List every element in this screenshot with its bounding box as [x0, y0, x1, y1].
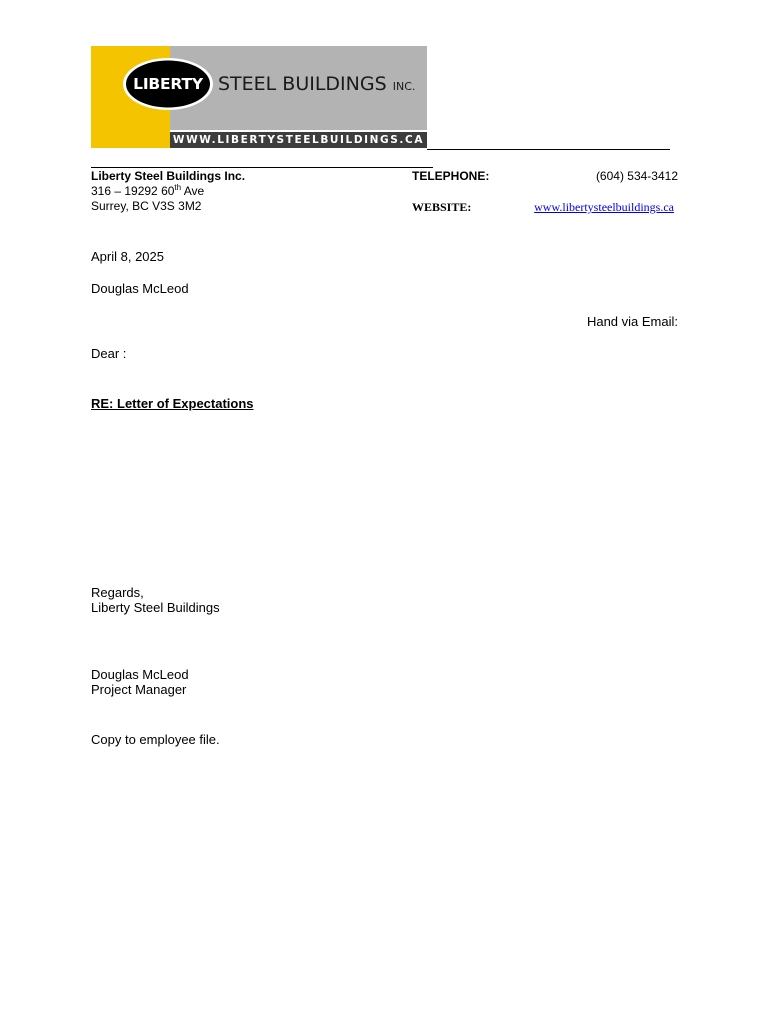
logo-url-bar [170, 130, 427, 148]
salutation: Dear : [91, 346, 127, 361]
delivery-method: Hand via Email: [586, 314, 678, 329]
logo-brand [218, 73, 415, 95]
letter-date: April 8, 2025 [91, 249, 164, 264]
logo-brand-suffix: INC. [392, 80, 416, 93]
recipient-name: Douglas McLeod [91, 281, 189, 296]
closing-company: Liberty Steel Buildings [91, 600, 220, 615]
logo-oval-text: LIBERTY [133, 75, 203, 93]
closing: Regards, [91, 585, 144, 600]
header-rule-left [91, 167, 433, 168]
copy-note: Copy to employee file. [91, 732, 220, 747]
logo-brand-text: STEEL BUILDINGS [218, 73, 387, 95]
website-label: WEBSITE: [412, 200, 472, 214]
telephone-value: (604) 534-3412 [595, 169, 678, 183]
logo-url-text: WWW.LIBERTYSTEELBUILDINGS.CA [172, 134, 425, 146]
telephone-label: TELEPHONE: [412, 169, 490, 183]
subject-line: RE: Letter of Expectations [91, 396, 254, 411]
header-rule-right [427, 149, 670, 150]
company-logo [91, 46, 427, 148]
website-link[interactable]: www.libertysteelbuildings.ca [534, 200, 674, 214]
company-city: Surrey, BC V3S 3M2 [91, 199, 202, 213]
company-name: Liberty Steel Buildings Inc. [91, 169, 246, 183]
signer-title: Project Manager [91, 682, 187, 697]
company-address: 316 – 19292 60th Ave [91, 183, 205, 198]
signer-name: Douglas McLeod [91, 667, 189, 682]
